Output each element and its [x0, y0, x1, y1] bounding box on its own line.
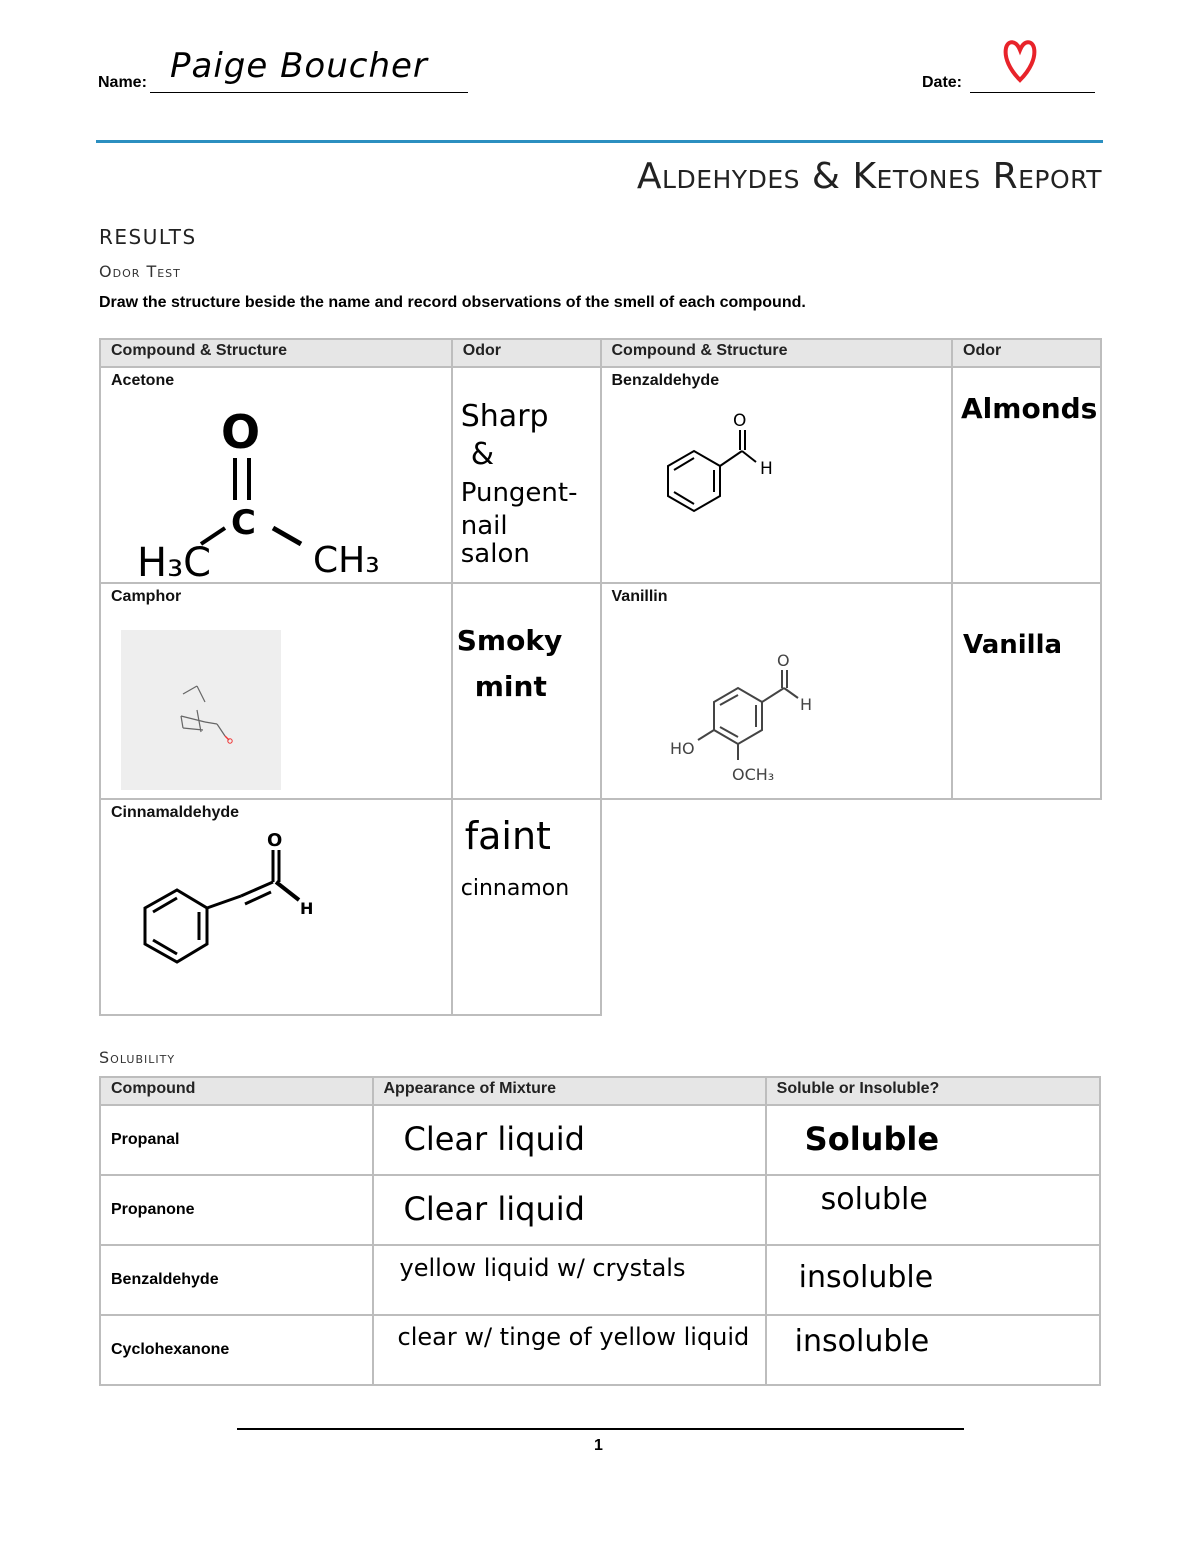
acetone-structure	[101, 396, 431, 582]
appearance-value[interactable]: Clear liquid	[373, 1105, 766, 1175]
solubility-value[interactable]: soluble	[766, 1175, 1100, 1245]
cin-h: H	[300, 899, 314, 918]
acetone-h3c: H₃C	[137, 540, 212, 582]
camphor-odor-cell[interactable]	[452, 583, 601, 799]
compound-name: Acetone	[111, 372, 175, 389]
odor-line: salon	[460, 539, 530, 569]
name-value: Paige Boucher	[170, 46, 428, 86]
odor-line: faint	[464, 814, 551, 858]
table-row	[100, 1175, 1100, 1245]
compound-name: Cinnamaldehyde	[111, 804, 240, 821]
compound-name: Benzaldehyde	[611, 372, 720, 389]
benzaldehyde-odor-cell[interactable]	[952, 367, 1101, 583]
date-label: Date:	[922, 74, 963, 91]
benz-o: O	[732, 411, 746, 431]
page-title: Aldehydes & Ketones Report	[636, 156, 1102, 197]
col-compound: Compound	[100, 1077, 373, 1105]
table-row	[100, 1105, 1100, 1175]
date-field[interactable]	[970, 40, 1095, 93]
vanillin-cell[interactable]	[601, 583, 953, 799]
solubility-value[interactable]: Soluble	[766, 1105, 1100, 1175]
acetone-o: O	[221, 405, 261, 459]
header-rule	[96, 140, 1103, 143]
cin-o: O	[267, 830, 283, 851]
camphor-cell[interactable]	[100, 583, 452, 799]
camphor-molecule	[121, 630, 281, 790]
col-solubility: Soluble or Insoluble?	[766, 1077, 1100, 1105]
odor-instructions: Draw the structure beside the name and record observations of the smell of each compound.	[99, 294, 806, 311]
vanillin-structure	[602, 612, 932, 798]
solubility-value[interactable]: insoluble	[766, 1245, 1100, 1315]
name-label: Name:	[98, 74, 147, 91]
appearance-value[interactable]: yellow liquid w/ crystals	[373, 1245, 766, 1315]
compound-name: Propanone	[100, 1175, 373, 1245]
acetone-odor-cell[interactable]	[452, 367, 601, 583]
benzaldehyde-cell[interactable]	[601, 367, 953, 583]
solubility-table	[99, 1076, 1101, 1386]
cinnamaldehyde-odor-cell[interactable]	[452, 799, 601, 1015]
footer-rule	[237, 1428, 964, 1430]
odor-line: Sharp	[460, 399, 549, 434]
col-odor-2: Odor	[952, 339, 1101, 367]
acetone-cell[interactable]	[100, 367, 452, 583]
van-ho: HO	[669, 739, 695, 758]
van-o: O	[776, 651, 790, 670]
odor-line: Pungent-	[460, 478, 578, 508]
results-heading: RESULTS	[99, 225, 197, 249]
odor-line: Vanilla	[963, 630, 1063, 660]
odor-line: Almonds	[961, 392, 1098, 425]
table-row	[100, 1245, 1100, 1315]
appearance-value[interactable]: clear w/ tinge of yellow liquid	[373, 1315, 766, 1385]
cinnamaldehyde-cell[interactable]	[100, 799, 452, 1015]
heart-icon	[1000, 36, 1040, 88]
compound-name: Vanillin	[611, 588, 668, 605]
compound-name: Cyclohexanone	[100, 1315, 373, 1385]
col-compound-2: Compound & Structure	[601, 339, 953, 367]
cinnamaldehyde-structure	[101, 828, 431, 1014]
odor-line: Smoky	[456, 624, 563, 657]
odor-line: cinnamon	[460, 876, 570, 901]
compound-name: Benzaldehyde	[100, 1245, 373, 1315]
compound-name: Camphor	[111, 588, 182, 605]
van-h: H	[799, 695, 812, 714]
benzaldehyde-structure	[602, 396, 932, 582]
vanillin-odor-cell[interactable]	[952, 583, 1101, 799]
odor-line: &	[470, 437, 495, 472]
solubility-value[interactable]: insoluble	[766, 1315, 1100, 1385]
solubility-heading: Solubility	[99, 1048, 176, 1067]
name-field[interactable]	[150, 40, 468, 93]
van-och3: OCH₃	[731, 765, 774, 784]
benz-h: H	[759, 459, 773, 479]
col-compound-1: Compound & Structure	[100, 339, 452, 367]
odor-line: nail	[460, 511, 508, 541]
col-odor-1: Odor	[452, 339, 601, 367]
camphor-structure-image	[121, 630, 281, 790]
acetone-c: C	[231, 503, 256, 543]
odor-test-heading: Odor Test	[99, 262, 181, 281]
appearance-value[interactable]: Clear liquid	[373, 1175, 766, 1245]
odor-table	[99, 338, 1102, 1016]
col-appearance: Appearance of Mixture	[373, 1077, 766, 1105]
page-number: 1	[594, 1437, 603, 1454]
table-row	[100, 1315, 1100, 1385]
compound-name: Propanal	[100, 1105, 373, 1175]
acetone-ch3: CH₃	[313, 540, 380, 581]
odor-line: mint	[474, 670, 547, 703]
